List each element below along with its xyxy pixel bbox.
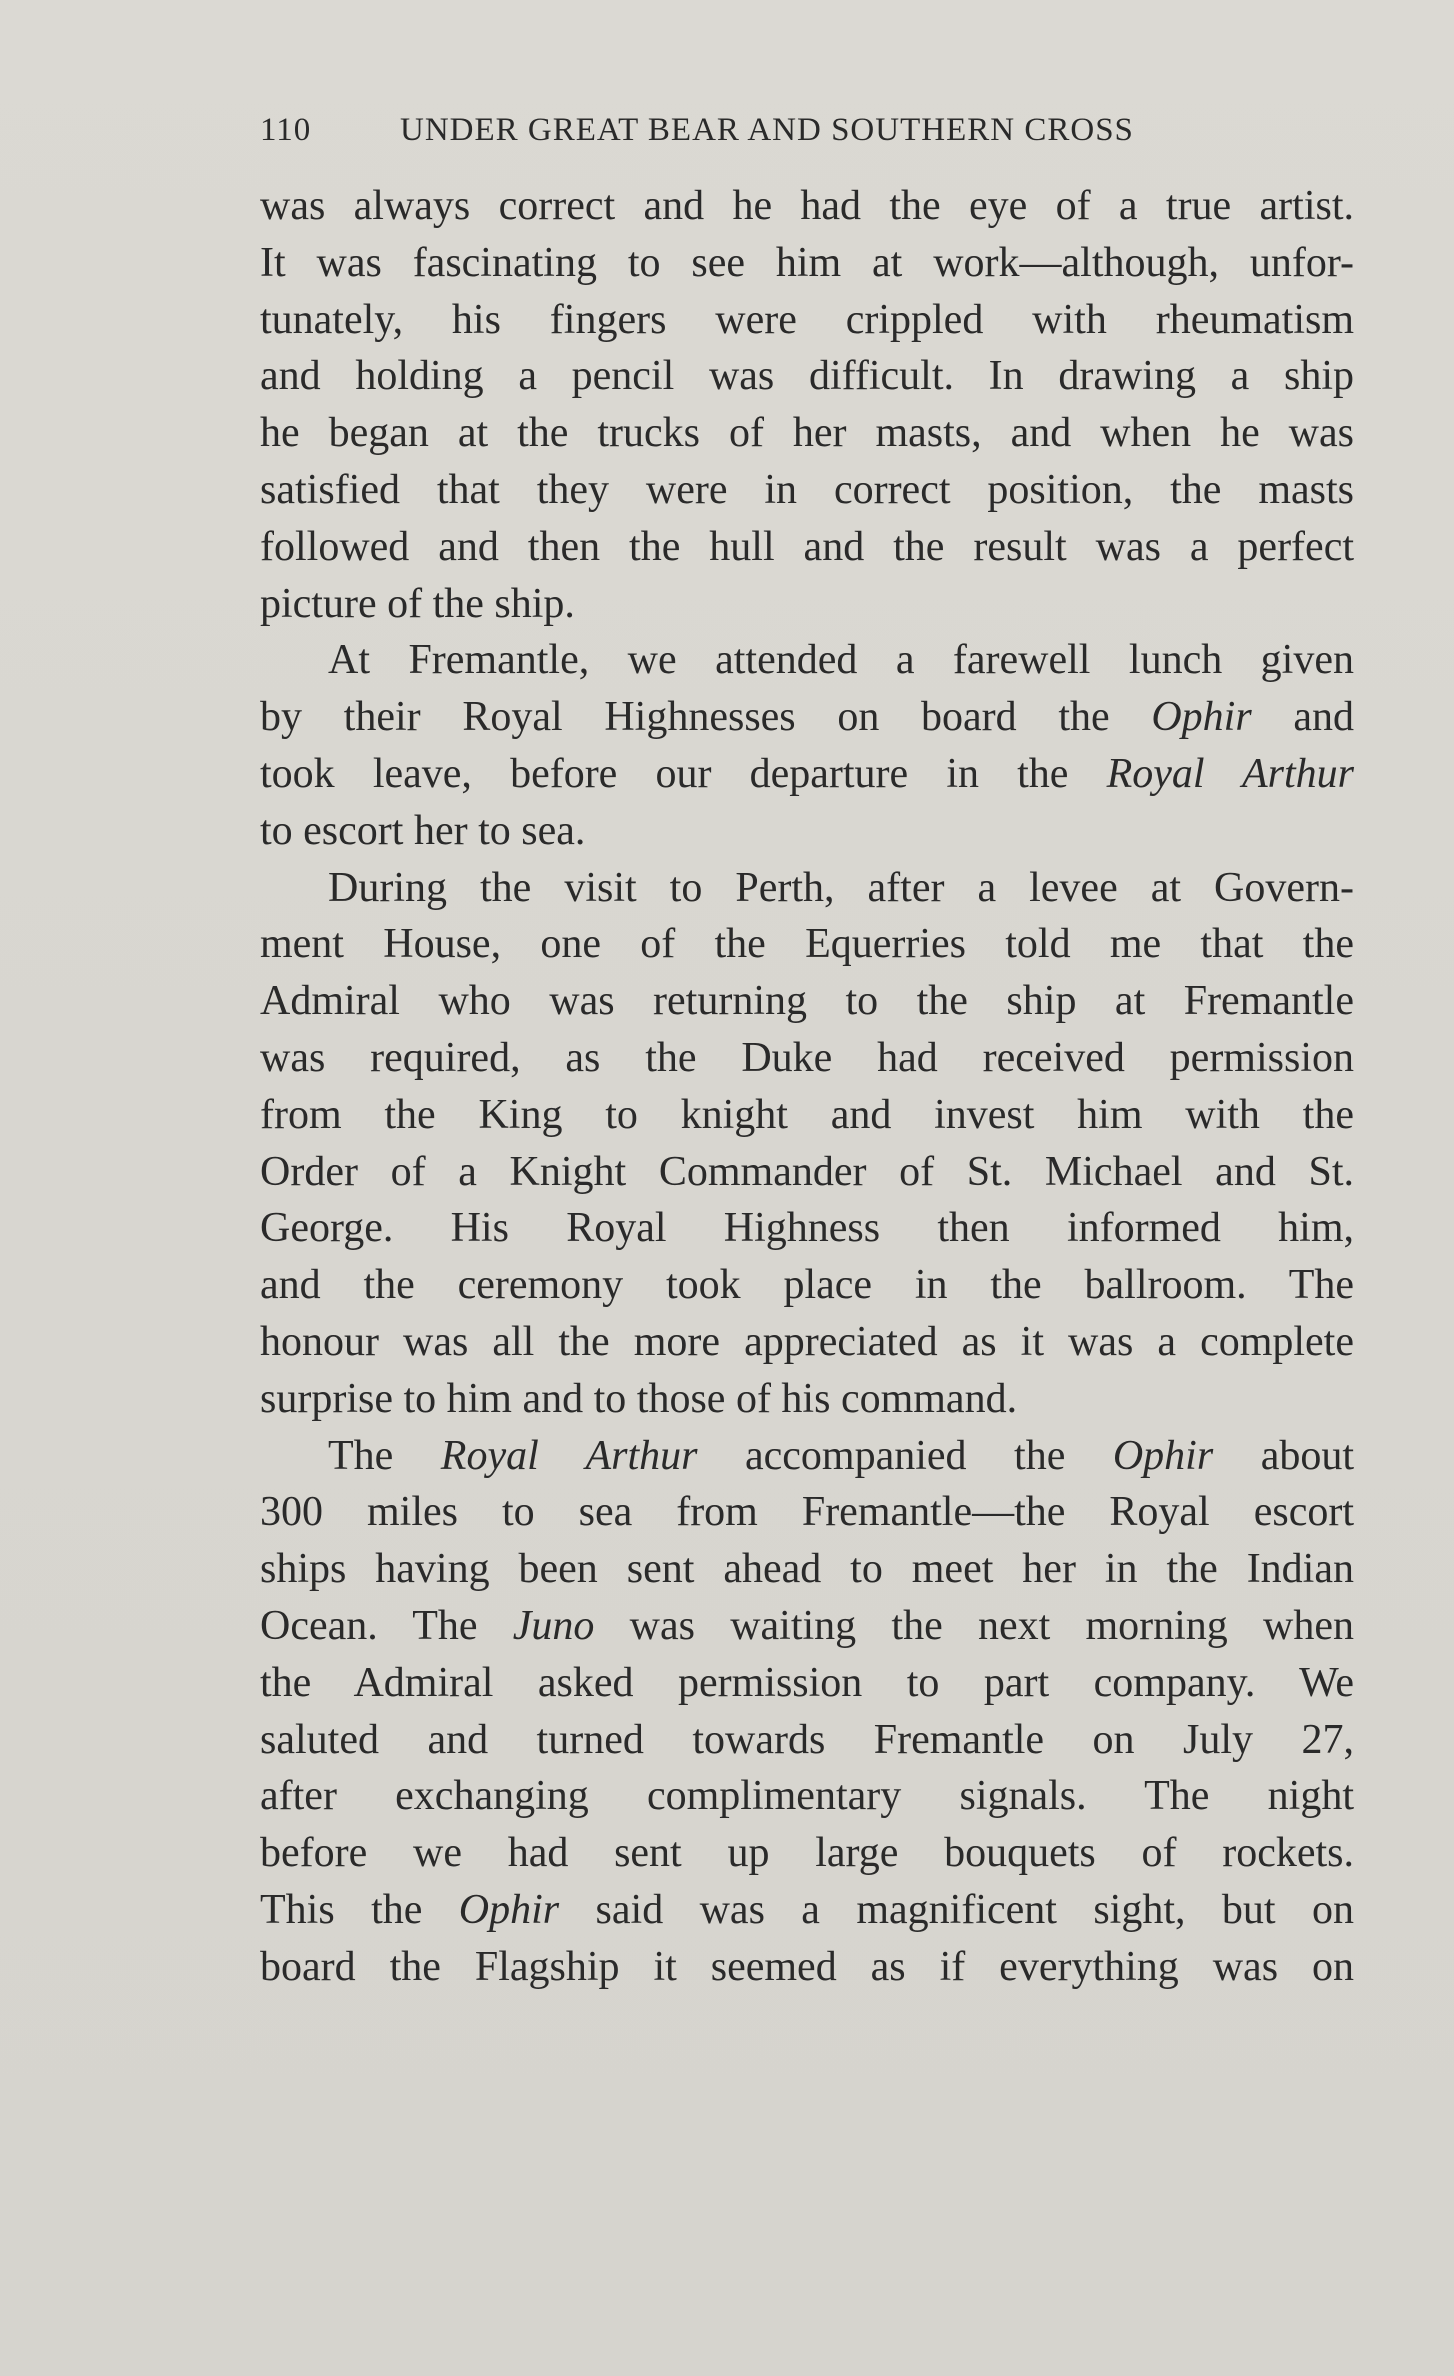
text-segment: ships having been sent ahead to meet her in the Indian — [260, 1546, 1354, 1593]
italic-text: Juno — [512, 1602, 595, 1649]
text-segment: satisfied that they were in correct position, the masts — [260, 466, 1354, 513]
text-segment: and the ceremony took place in the ballroom. The — [260, 1262, 1354, 1309]
body-text — [260, 178, 1354, 1996]
text-line — [260, 1428, 1354, 1485]
text-line — [260, 178, 1354, 235]
text-line — [260, 632, 1354, 689]
text-segment: was always correct and he had the eye of a true artist. — [260, 183, 1354, 229]
text-segment: accompanied the — [697, 1432, 1113, 1479]
text-line — [260, 916, 1354, 973]
text-segment: said was a magnificent sight, but on — [559, 1886, 1354, 1933]
running-head — [260, 110, 1354, 150]
text-segment: to escort her to sea. — [260, 807, 586, 854]
running-title: UNDER GREAT BEAR AND SOUTHERN CROSS — [400, 112, 1134, 148]
italic-text: Ophir — [1112, 1432, 1214, 1479]
text-line — [260, 292, 1354, 349]
text-line — [260, 746, 1354, 803]
text-line — [260, 1598, 1354, 1655]
text-segment: picture of the ship. — [260, 580, 575, 627]
text-segment: Ocean. The — [260, 1602, 513, 1649]
text-line — [260, 1200, 1354, 1257]
text-segment: It was fascinating to see him at work—although, unfor- — [260, 239, 1354, 286]
text-line — [260, 973, 1354, 1030]
text-segment: 300 miles to sea from Fremantle—the Royal escort — [260, 1489, 1354, 1536]
text-segment: was waiting the next morning when — [594, 1602, 1355, 1649]
italic-text: Royal Arthur — [440, 1432, 698, 1479]
page-number: 110 — [260, 112, 312, 148]
text-segment: from the King to knight and invest him with the — [260, 1091, 1354, 1138]
text-line — [260, 1712, 1354, 1769]
text-line — [260, 1030, 1354, 1087]
text-segment: At Fremantle, we attended a farewell lunch given — [328, 637, 1354, 684]
text-line — [260, 1939, 1354, 1996]
text-segment: he began at the trucks of her masts, and when he was — [260, 410, 1354, 457]
text-segment: and — [1251, 694, 1354, 741]
text-line — [260, 689, 1354, 746]
italic-text: Royal Arthur — [1106, 750, 1354, 797]
text-line — [260, 1655, 1354, 1712]
text-line — [260, 803, 1354, 860]
text-segment: saluted and turned towards Fremantle on July 27, — [260, 1716, 1354, 1763]
text-segment: ment House, one of the Equerries told me that the — [260, 921, 1354, 968]
text-segment: the Admiral asked permission to part company. We — [260, 1659, 1354, 1706]
text-line — [260, 1768, 1354, 1825]
text-segment: and holding a pencil was difficult. In drawing a ship — [260, 353, 1354, 400]
italic-text: Ophir — [458, 1886, 560, 1933]
text-segment: took leave, before our departure in the — [260, 750, 1107, 797]
text-line — [260, 860, 1354, 917]
text-segment: Admiral who was returning to the ship at Fremantle — [260, 978, 1354, 1025]
text-line — [260, 576, 1354, 633]
text-segment: George. His Royal Highness then informed him, — [260, 1205, 1354, 1252]
text-line — [260, 1314, 1354, 1371]
text-line — [260, 1882, 1354, 1939]
text-line — [260, 519, 1354, 576]
text-line — [260, 405, 1354, 462]
text-segment: Order of a Knight Commander of St. Michael and St. — [260, 1148, 1354, 1195]
text-segment: about — [1213, 1432, 1355, 1479]
text-segment: During the visit to Perth, after a levee at Govern- — [328, 864, 1354, 911]
text-segment: before we had sent up large bouquets of rockets. — [260, 1830, 1354, 1877]
text-line — [260, 1541, 1354, 1598]
text-line — [260, 1144, 1354, 1201]
text-line — [260, 1825, 1354, 1882]
text-segment: followed and then the hull and the result was a perfect — [260, 523, 1354, 570]
text-line — [260, 1257, 1354, 1314]
text-line — [260, 1484, 1354, 1541]
text-line — [260, 1371, 1354, 1428]
text-segment: tunately, his fingers were crippled with rheumatism — [260, 296, 1354, 343]
text-line — [260, 348, 1354, 405]
text-segment: surprise to him and to those of his command. — [260, 1375, 1018, 1422]
text-segment: The — [328, 1432, 441, 1479]
text-line — [260, 1087, 1354, 1144]
text-line — [260, 235, 1354, 292]
text-segment: honour was all the more appreciated as it was a complete — [260, 1318, 1354, 1365]
text-segment: by their Royal Highnesses on board the — [260, 694, 1152, 741]
text-segment: This the — [260, 1886, 459, 1933]
text-segment: board the Flagship it seemed as if everything was on — [260, 1943, 1354, 1990]
text-segment: was required, as the Duke had received permission — [260, 1034, 1354, 1081]
text-line — [260, 462, 1354, 519]
italic-text: Ophir — [1151, 694, 1252, 741]
text-segment: after exchanging complimentary signals. The night — [260, 1773, 1354, 1820]
